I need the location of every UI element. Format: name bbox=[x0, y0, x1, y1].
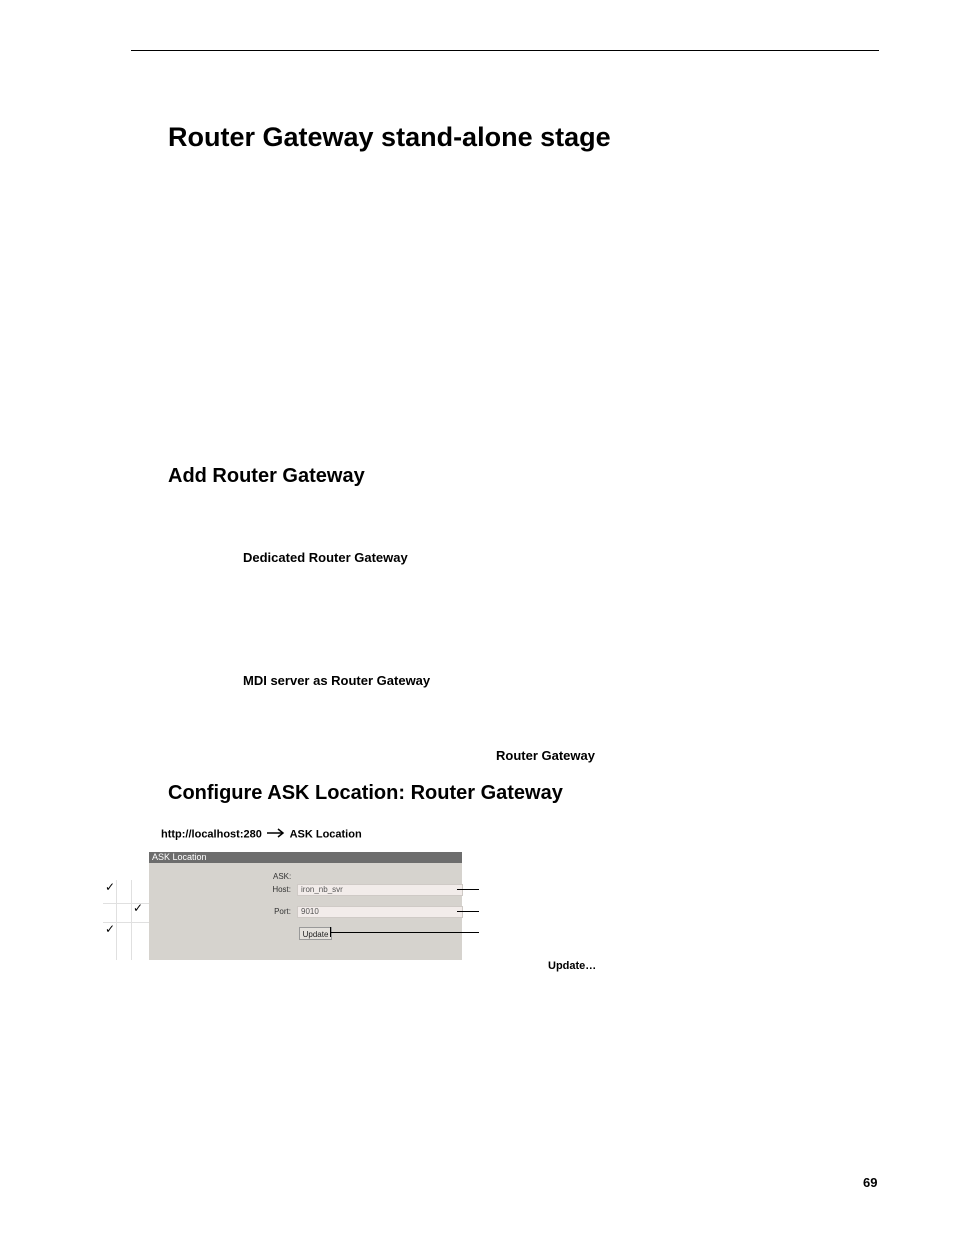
checkmark-icon: ✓ bbox=[105, 922, 116, 936]
header-rule bbox=[131, 50, 879, 51]
callout-line-host bbox=[457, 889, 479, 890]
callout-line-port bbox=[457, 911, 479, 912]
router-gateway-term: Router Gateway bbox=[496, 748, 595, 763]
host-label: Host: bbox=[272, 885, 291, 894]
option-mdi-server-router-gateway: MDI server as Router Gateway bbox=[243, 673, 431, 688]
page-title: Router Gateway stand-alone stage bbox=[168, 122, 611, 152]
margin-grid-line bbox=[116, 880, 117, 960]
section-heading-configure: Configure ASK Location: Router Gateway bbox=[168, 782, 563, 804]
margin-grid-line bbox=[131, 880, 132, 960]
update-button[interactable]: Update bbox=[299, 927, 332, 940]
checkmark-icon: ✓ bbox=[133, 901, 144, 915]
ask-location-panel bbox=[149, 852, 462, 960]
callout-line-update bbox=[330, 932, 479, 933]
panel-title-bar: ASK Location bbox=[149, 852, 462, 863]
port-field[interactable]: 9010 bbox=[297, 906, 463, 918]
host-field[interactable]: iron_nb_svr bbox=[297, 884, 463, 896]
nav-url: http://localhost:280 bbox=[161, 828, 262, 841]
nav-target: ASK Location bbox=[289, 828, 362, 841]
checkmark-icon: ✓ bbox=[105, 880, 116, 894]
section-heading-add: Add Router Gateway bbox=[168, 465, 365, 487]
port-label: Port: bbox=[274, 907, 291, 916]
update-note: Update… bbox=[548, 960, 597, 972]
page-number: 69 bbox=[863, 1175, 878, 1190]
option-dedicated-router-gateway: Dedicated Router Gateway bbox=[243, 550, 408, 565]
right-arrow-icon bbox=[267, 828, 285, 841]
ask-label: ASK: bbox=[273, 872, 292, 881]
navigation-path bbox=[161, 828, 362, 841]
callout-tick-update bbox=[330, 927, 331, 937]
